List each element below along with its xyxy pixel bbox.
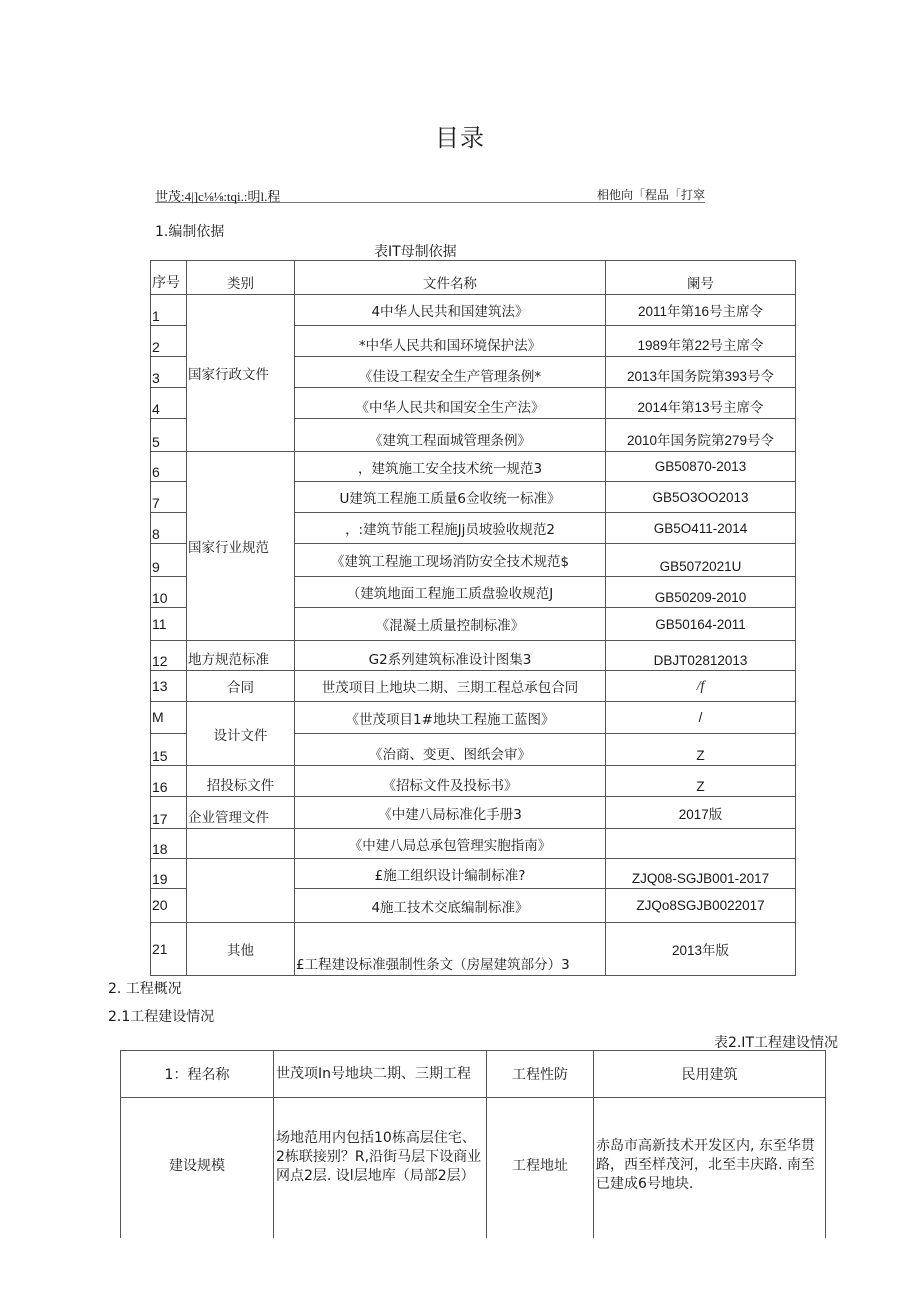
row-filename: ，建筑施工安全技术统一规范3: [295, 452, 606, 482]
row-code: GB5072021U: [606, 544, 796, 577]
row-no: 2: [151, 326, 187, 357]
row-no: 20: [151, 889, 187, 923]
row-category: 地方规范标准: [187, 641, 295, 671]
table-row: [151, 295, 796, 326]
row-code: 2017版: [606, 797, 796, 829]
row-code: /: [606, 702, 796, 734]
construction-scale-value: 场地范用内包括10栋高层住宅、2栋联接别？R,沿街马层下设商业网点2层. 设l层地库（局部2层）: [274, 1098, 487, 1238]
column-header-category: 类别: [187, 261, 295, 295]
compilation-basis-table: [150, 260, 796, 976]
row-no: 10: [151, 577, 187, 608]
row-filename: 《中建八局标准化手册3: [295, 797, 606, 829]
table-row: [151, 859, 796, 889]
row-no: 11: [151, 608, 187, 641]
table-row: [151, 641, 796, 671]
row-filename: £施工组织设计编制标准?: [295, 859, 606, 889]
row-code: /f: [606, 671, 796, 702]
table-row: [151, 766, 796, 797]
row-category: 国家行业规范: [187, 452, 295, 641]
row-code: GB50870-2013: [606, 452, 796, 482]
row-no: 18: [151, 829, 187, 859]
row-filename: 《建筑工程面城管理条例》: [295, 419, 606, 452]
table-row: [121, 1098, 826, 1238]
row-code: 2013年国务院第393号令: [606, 357, 796, 388]
table-header-row: [151, 261, 796, 295]
table-row: [151, 923, 796, 976]
row-category: 其他: [187, 923, 295, 976]
row-no: 15: [151, 734, 187, 766]
row-no: 3: [151, 357, 187, 388]
row-no: 16: [151, 766, 187, 797]
running-header: [155, 186, 705, 203]
table-2-caption: 表2.IT工程建设情况: [713, 1035, 838, 1051]
row-category: 国家行政文件: [187, 295, 295, 452]
row-code: 2013年版: [606, 923, 796, 976]
row-code: Z: [606, 766, 796, 797]
row-code: 2014年第13号主席令: [606, 388, 796, 419]
row-filename: 《混凝土质量控制标准》: [295, 608, 606, 641]
table-row: [151, 829, 796, 859]
row-no: 21: [151, 923, 187, 976]
row-category-empty: [187, 829, 295, 859]
row-no: 12: [151, 641, 187, 671]
row-filename: 《佳设工程安全生产管理条例*: [295, 357, 606, 388]
row-code: ZJQo8SGJB0022017: [606, 889, 796, 923]
row-filename: 《招标文件及投标书》: [295, 766, 606, 797]
table-1-caption: 表IT母制依据: [374, 244, 457, 260]
column-header-code: 阑号: [606, 261, 796, 295]
project-address-label: 工程地址: [487, 1098, 594, 1238]
project-nature-label: 工程性防: [487, 1051, 594, 1098]
row-no: 9: [151, 544, 187, 577]
header-left-text: 世茂:4|]c⅛⅛:tqi.:明l.程: [155, 189, 281, 204]
project-nature-value: 民用建筑: [594, 1051, 826, 1098]
row-no: 5: [151, 419, 187, 452]
table-row: [151, 702, 796, 734]
row-filename: £工程建设标准强制性条文（房屋建筑部分）3: [295, 923, 606, 976]
project-address-value: 赤岛市高新技术开发区内, 东至华贯路，西至样茂河，北至丰庆路. 南至已建成6号地块.: [594, 1098, 826, 1238]
row-code: 2011年第16号主席令: [606, 295, 796, 326]
row-code: GB5O3OO2013: [606, 482, 796, 513]
row-filename: （建筑地面工程施工质盘验收规范J: [295, 577, 606, 608]
row-filename: 世茂项目上地块二期、三期工程总承包合同: [295, 671, 606, 702]
row-filename: 4中华人民共和国建筑法》: [295, 295, 606, 326]
row-no: 4: [151, 388, 187, 419]
row-category: 设计文件: [187, 702, 295, 766]
row-category: 招投标文件: [187, 766, 295, 797]
row-filename: 《治商、变更、图纸会审》: [295, 734, 606, 766]
row-category: 合同: [187, 671, 295, 702]
row-code: 2010年国务院第279号令: [606, 419, 796, 452]
project-name-value: 世茂项In号地块二期、三期工程: [274, 1051, 487, 1098]
section-1-heading: 1.编制依据: [155, 224, 225, 240]
row-filename: U建筑工程施工质量6佥收统一标准》: [295, 482, 606, 513]
row-no: 7: [151, 482, 187, 513]
row-filename: ，:建筑节能工程施Jj员坡验收规范2: [295, 513, 606, 544]
row-code: GB5O411-2014: [606, 513, 796, 544]
row-filename: G2系列建筑标准设计图集3: [295, 641, 606, 671]
header-right-text: 相他向「程品「打窣: [596, 188, 705, 202]
column-header-filename: 文件名称: [295, 261, 606, 295]
row-filename: 《建筑工程施工现场消防安全技术规范$: [295, 544, 606, 577]
row-filename: 《中华人民共和国安全生产法》: [295, 388, 606, 419]
row-filename: 4施工技术交底编制标准》: [295, 889, 606, 923]
table-row: [151, 452, 796, 482]
table-row: [151, 797, 796, 829]
section-2-1-heading: 2.1工程建设情况: [108, 1009, 215, 1025]
row-filename: 《中建八局总承包管理实胞指南》: [295, 829, 606, 859]
row-code: 1989年第22号主席令: [606, 326, 796, 357]
row-code: GB50209-2010: [606, 577, 796, 608]
project-info-table: [120, 1050, 826, 1238]
page-title: 目录: [435, 124, 485, 152]
row-no: 8: [151, 513, 187, 544]
row-no: 13: [151, 671, 187, 702]
column-header-no: 序号: [151, 261, 187, 295]
row-no: M: [151, 702, 187, 734]
row-code: ZJQ08-SGJB001-2017: [606, 859, 796, 889]
row-no: 6: [151, 452, 187, 482]
row-code: DBJT02812013: [606, 641, 796, 671]
row-no: 1: [151, 295, 187, 326]
section-2-heading: 2. 工程概况: [108, 981, 182, 997]
row-code: [606, 829, 796, 859]
row-code: Z: [606, 734, 796, 766]
table-row: [121, 1051, 826, 1098]
row-filename: 《世茂项目1#地块工程施工蓝图》: [295, 702, 606, 734]
row-no: 17: [151, 797, 187, 829]
row-category-empty: [187, 859, 295, 923]
row-code: GB50164-2011: [606, 608, 796, 641]
project-name-label: 1：程名称: [121, 1051, 274, 1098]
table-row: [151, 671, 796, 702]
row-category: 企业管理文件: [187, 797, 295, 829]
construction-scale-label: 建设规模: [121, 1098, 274, 1238]
row-filename: *中华人民共和国环境保护法》: [295, 326, 606, 357]
row-no: 19: [151, 859, 187, 889]
